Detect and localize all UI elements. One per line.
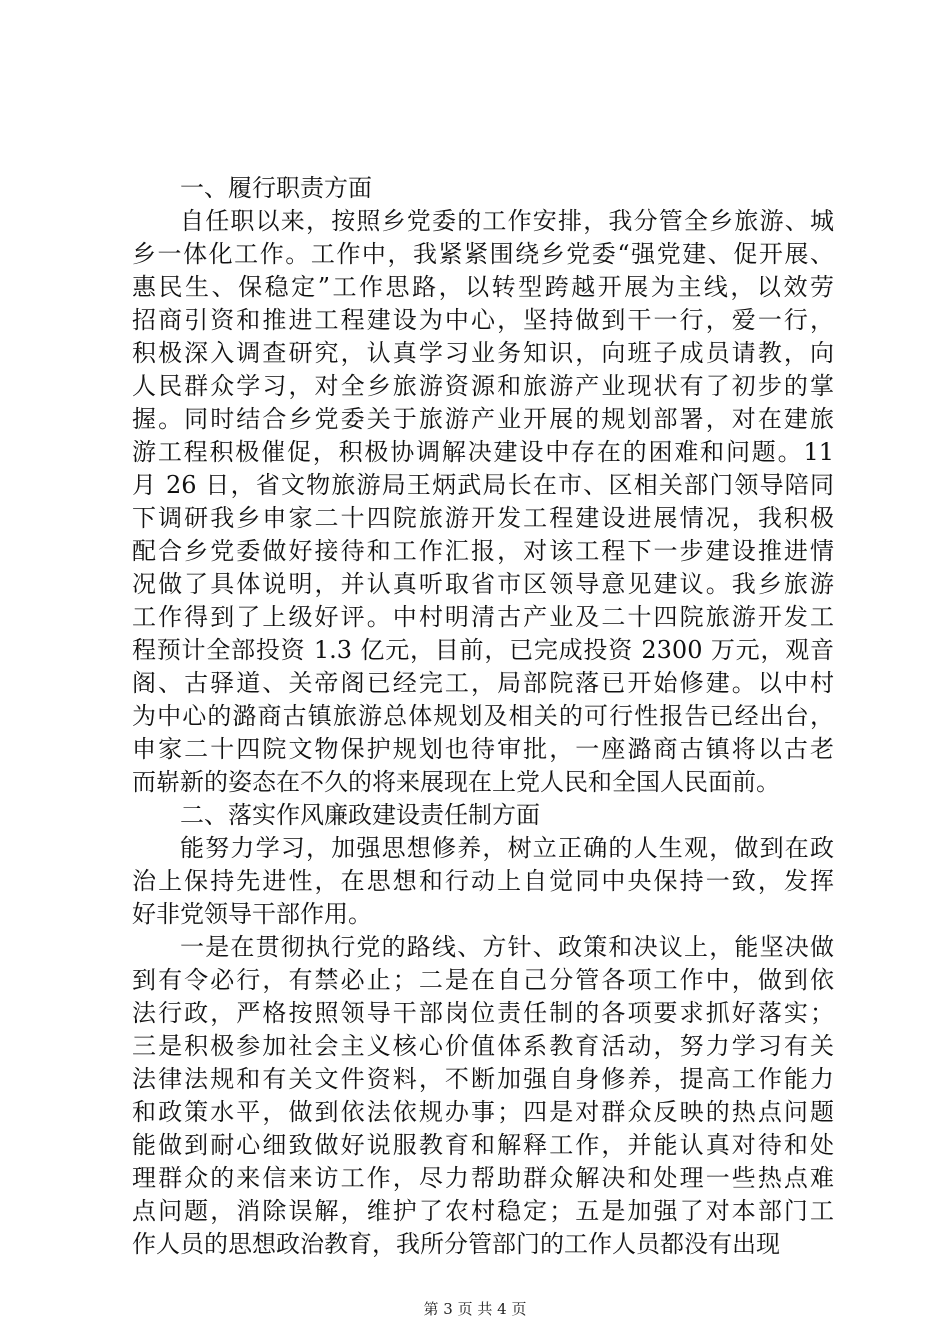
paragraph-line: 点问题，消除误解，维护了农村稳定；五是加强了对本部门工 [132, 1197, 834, 1225]
paragraph-line: 治上保持先进性，在思想和行动上自觉同中央保持一致，发挥 [132, 867, 834, 895]
paragraph-line: 到有令必行，有禁必止；二是在自己分管各项工作中，做到依 [132, 966, 834, 994]
paragraph-line: 惠民生、保稳定”工作思路，以转型跨越开展为主线，以效劳 [132, 273, 834, 301]
paragraph-line: 理群众的来信来访工作，尽力帮助群众解决和处理一些热点难 [132, 1164, 834, 1192]
paragraph-line: 人民群众学习，对全乡旅游资源和旅游产业现状有了初步的掌 [132, 372, 834, 400]
paragraph-line: 积极深入调查研究，认真学习业务知识，向班子成员请教，向 [132, 339, 834, 367]
paragraph-line: 好非党领导干部作用。 [132, 900, 372, 928]
paragraph-line: 法行政，严格按照领导干部岗位责任制的各项要求抓好落实； [132, 999, 834, 1027]
paragraph-line: 配合乡党委做好接待和工作汇报，对该工程下一步建设推进情 [132, 537, 834, 565]
paragraph-line: 招商引资和推进工程建设为中心，坚持做到干一行，爱一行， [132, 306, 834, 334]
paragraph-line: 为中心的潞商古镇旅游总体规划及相关的可行性报告已经出台， [132, 702, 834, 730]
paragraph-line: 工作得到了上级好评。中村明清古产业及二十四院旅游开发工 [132, 603, 834, 631]
document-body [132, 172, 834, 1261]
paragraph-line: 游工程积极催促，积极协调解决建设中存在的困难和问题。11 [132, 438, 834, 466]
paragraph-line: 申家二十四院文物保护规划也待审批，一座潞商古镇将以古老 [132, 735, 834, 763]
paragraph-line: 和政策水平，做到依法依规办事；四是对群众反映的热点问题 [132, 1098, 834, 1126]
paragraph-line: 况做了具体说明，并认真听取省市区领导意见建议。我乡旅游 [132, 570, 834, 598]
paragraph-line: 而崭新的姿态在不久的将来展现在上党人民和全国人民面前。 [132, 768, 780, 796]
paragraph-line: 作人员的思想政治教育，我所分管部门的工作人员都没有出现 [132, 1230, 780, 1258]
paragraph-line: 下调研我乡申家二十四院旅游开发工程建设进展情况，我积极 [132, 504, 834, 532]
paragraph-line: 握。同时结合乡党委关于旅游产业开展的规划部署，对在建旅 [132, 405, 834, 433]
paragraph-line: 能努力学习，加强思想修养，树立正确的人生观，做到在政 [180, 834, 834, 862]
paragraph-line: 三是积极参加社会主义核心价值体系教育活动，努力学习有关 [132, 1032, 834, 1060]
paragraph-line: 自任职以来，按照乡党委的工作安排，我分管全乡旅游、城 [180, 207, 834, 235]
paragraph-line: 月 26 日，省文物旅游局王炳武局长在市、区相关部门领导陪同 [132, 471, 834, 499]
section-heading: 二、落实作风廉政建设责任制方面 [180, 801, 540, 829]
section-heading: 一、履行职责方面 [180, 174, 372, 202]
paragraph-line: 一是在贯彻执行党的路线、方针、政策和决议上，能坚决做 [180, 933, 834, 961]
paragraph-line: 阁、古驿道、关帝阁已经完工，局部院落已开始修建。以中村 [132, 669, 834, 697]
paragraph-line: 法律法规和有关文件资料，不断加强自身修养，提高工作能力 [132, 1065, 834, 1093]
paragraph-line: 程预计全部投资 1.3 亿元，目前，已完成投资 2300 万元，观音 [132, 636, 834, 664]
paragraph-line: 能做到耐心细致做好说服教育和解释工作，并能认真对待和处 [132, 1131, 834, 1159]
page-footer: 第 3 页 共 4 页 [423, 1300, 527, 1318]
paragraph-line: 乡一体化工作。工作中，我紧紧围绕乡党委“强党建、促开展、 [132, 240, 834, 268]
